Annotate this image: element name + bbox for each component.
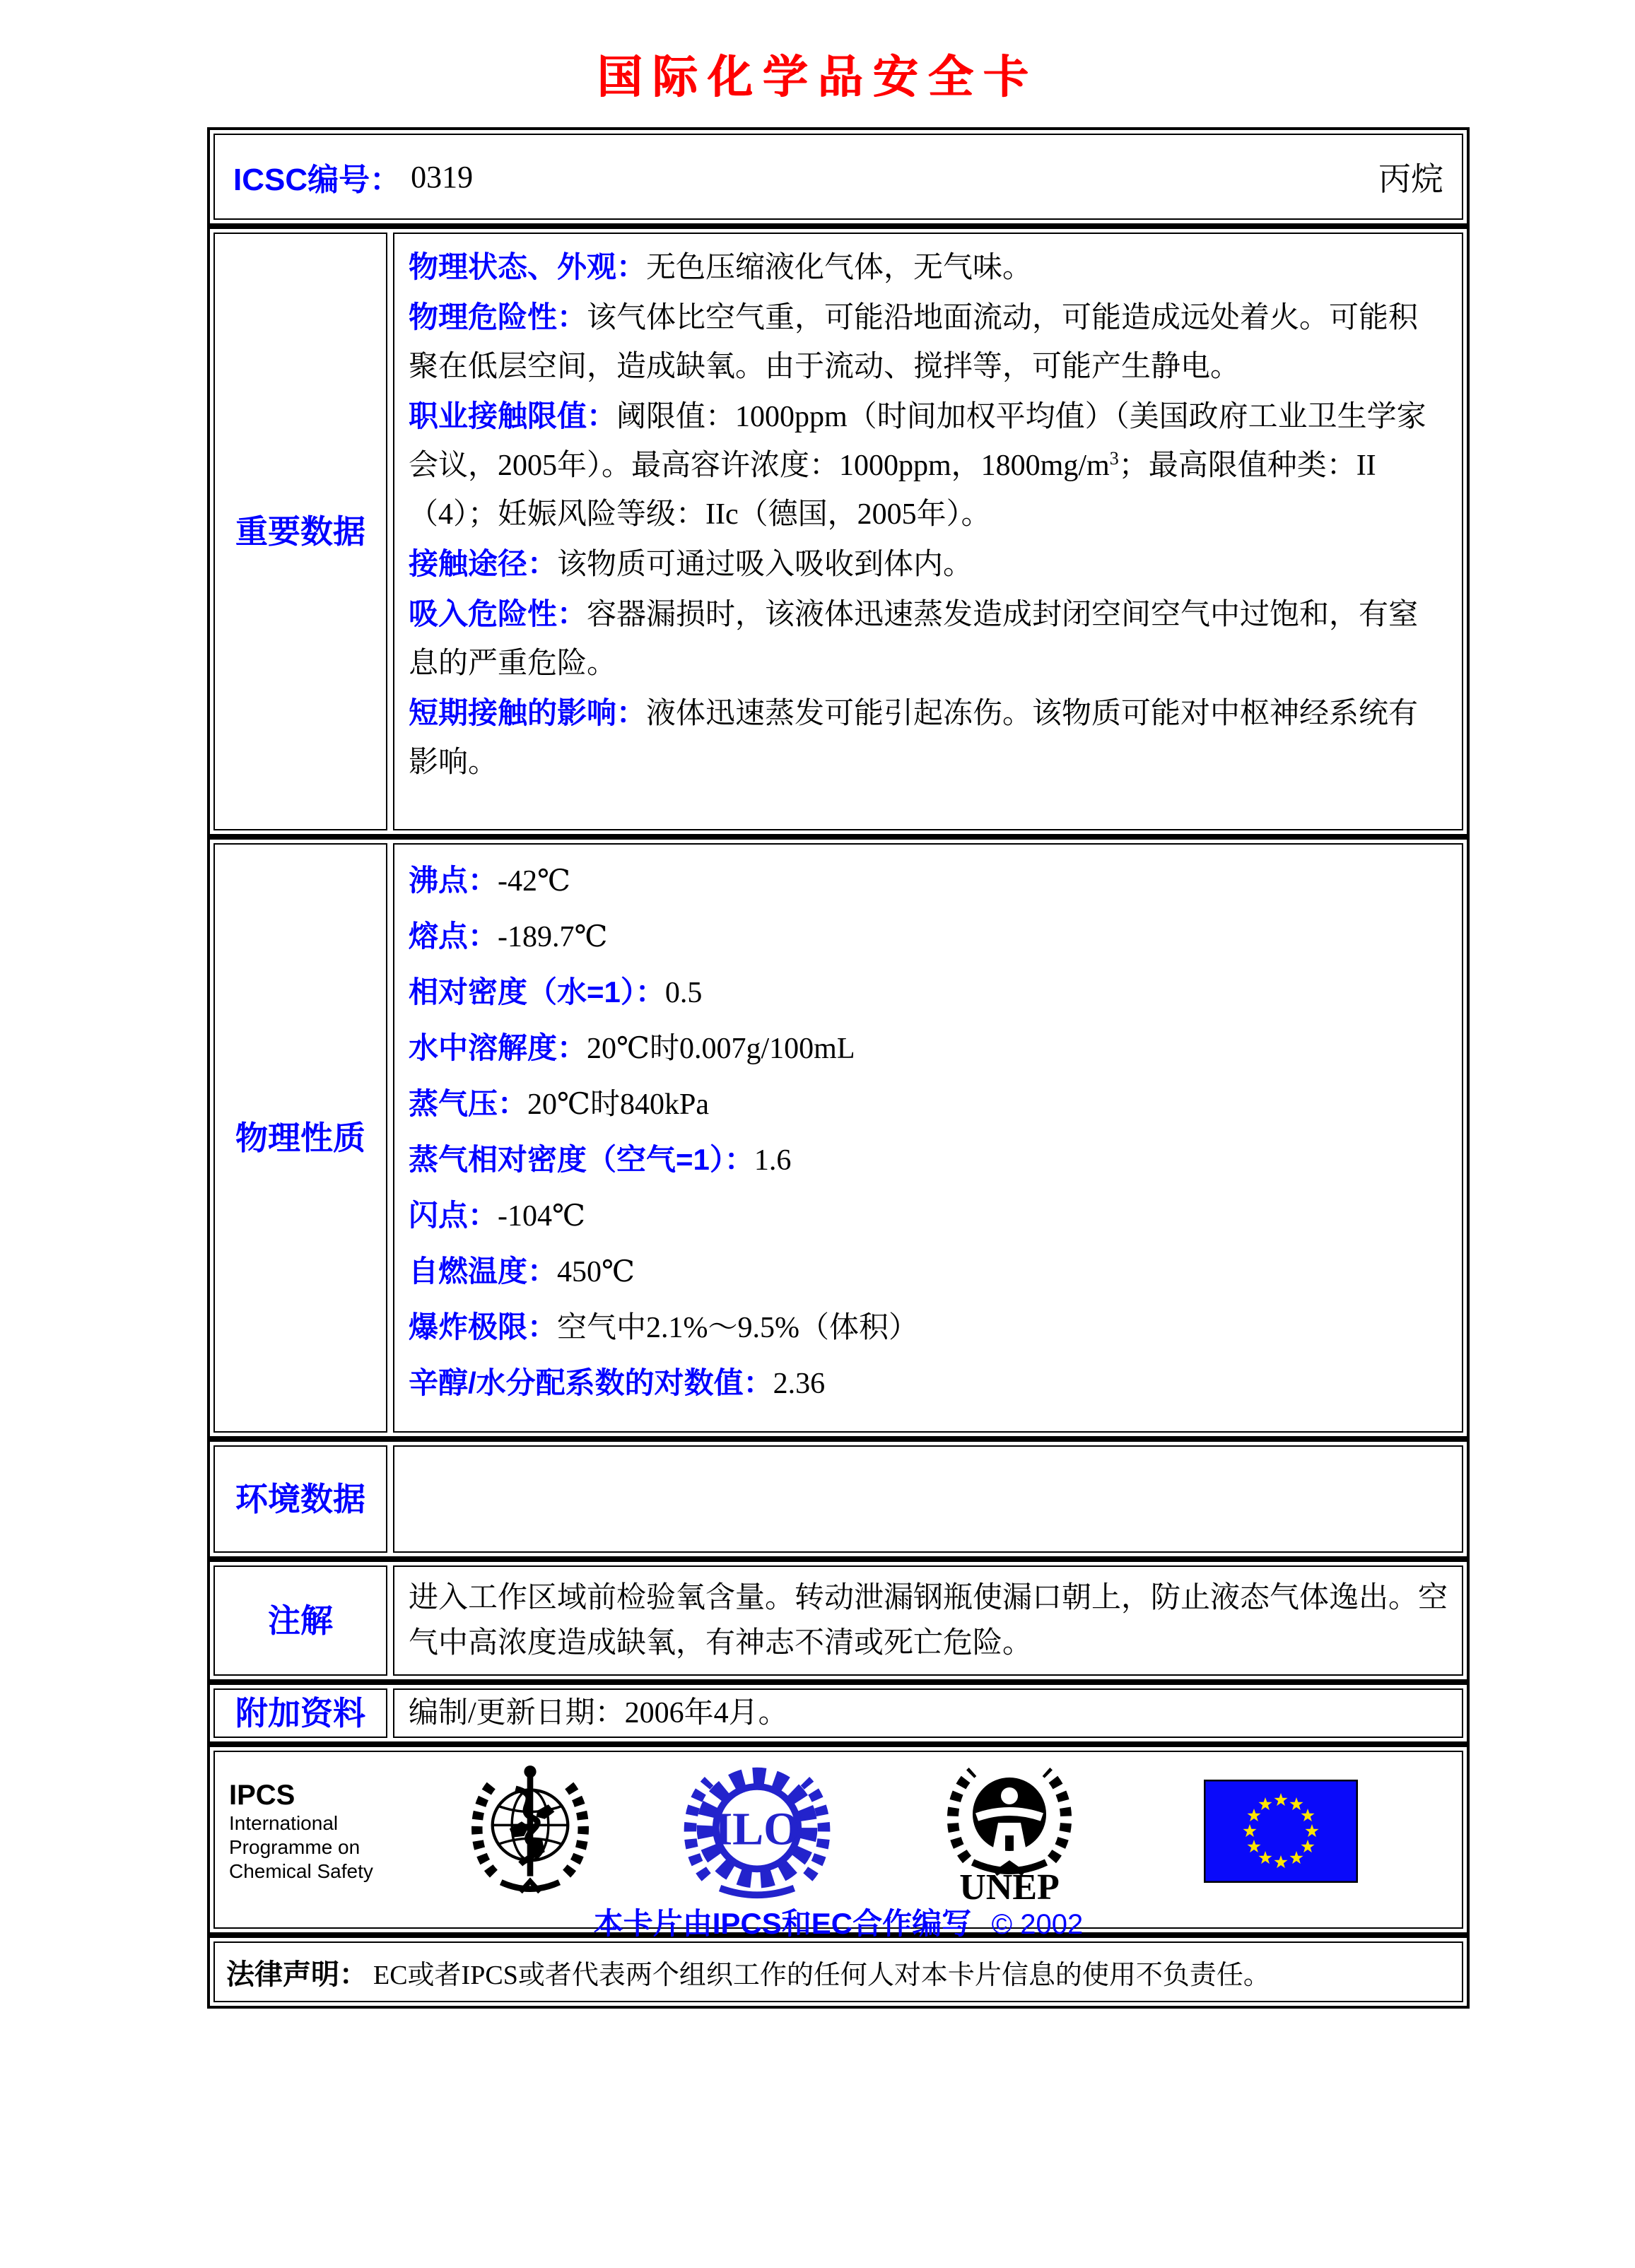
section-label: 重要数据 bbox=[235, 513, 365, 550]
section-content-cell bbox=[393, 1688, 1463, 1738]
field-label: 辛醇/水分配系数的对数值： bbox=[409, 1366, 773, 1399]
paragraph bbox=[409, 1575, 1448, 1666]
paragraph bbox=[409, 242, 1448, 293]
field-value: -189.7℃ bbox=[498, 921, 608, 953]
field-label: 接触途径： bbox=[409, 547, 558, 580]
field-value: 该物质可通过吸入吸收到体内。 bbox=[557, 548, 973, 581]
section-label: 物理性质 bbox=[235, 1120, 365, 1156]
ipcs-line: Programme on bbox=[229, 1836, 361, 1858]
field-label: 职业接触限值： bbox=[409, 399, 617, 433]
paragraph bbox=[409, 293, 1448, 392]
paragraph bbox=[409, 1244, 1448, 1300]
icsc-card bbox=[207, 127, 1470, 2009]
field-label: 沸点： bbox=[409, 864, 498, 897]
section-important-data bbox=[207, 226, 1470, 837]
ipcs-line: International bbox=[229, 1812, 339, 1834]
ipcs-title: IPCS bbox=[229, 1780, 295, 1811]
field-value: 空气中2.1%～9.5%（体积） bbox=[557, 1312, 918, 1344]
legal-label: 法律声明： bbox=[226, 1958, 368, 1990]
field-value: -42℃ bbox=[498, 865, 570, 898]
field-label: 水中溶解度： bbox=[409, 1031, 587, 1064]
logo-strip bbox=[225, 1758, 1452, 1905]
section-label: 附加资料 bbox=[235, 1695, 365, 1732]
paragraph bbox=[409, 1300, 1448, 1356]
paragraph bbox=[409, 539, 1448, 589]
header-row bbox=[207, 127, 1470, 226]
paragraph bbox=[409, 1356, 1448, 1411]
ipcs-line: Chemical Safety bbox=[229, 1860, 373, 1882]
section-label: 环境数据 bbox=[235, 1481, 365, 1517]
field-label: 吸入危险性： bbox=[409, 597, 587, 630]
field-value: 容器漏损时，该液体迅速蒸发造成封闭空间空气中过饱和，有窒息的严重危险。 bbox=[409, 599, 1419, 680]
section-label-cell bbox=[213, 233, 387, 830]
section-label: 注解 bbox=[268, 1602, 333, 1639]
field-value: 2.36 bbox=[773, 1368, 826, 1400]
paragraph bbox=[409, 1188, 1448, 1244]
page-title: 国际化学品安全卡 bbox=[597, 52, 1038, 102]
section-environmental-data bbox=[207, 1439, 1470, 1559]
ipcs-text-block bbox=[229, 1779, 406, 1884]
field-value: 450℃ bbox=[557, 1256, 635, 1288]
paragraph bbox=[409, 688, 1448, 787]
paragraph bbox=[409, 965, 1448, 1021]
superscript: 3 bbox=[1109, 448, 1119, 469]
field-label: 蒸气压： bbox=[409, 1087, 528, 1120]
section-content-cell bbox=[393, 1565, 1463, 1676]
field-label: 蒸气相对密度（空气=1）： bbox=[409, 1143, 754, 1176]
field-value: 编制/更新日期：2006年4月。 bbox=[409, 1697, 788, 1729]
field-label: 物理状态、外观： bbox=[409, 250, 647, 283]
section-label-cell bbox=[213, 1445, 387, 1553]
who-logo-icon bbox=[469, 1762, 591, 1900]
field-label: 物理危险性： bbox=[409, 300, 587, 334]
footer-caption-text: 本卡片由IPCS和EC合作编写 bbox=[593, 1907, 972, 1940]
field-label: 熔点： bbox=[409, 919, 498, 953]
footer-caption bbox=[225, 1906, 1452, 1942]
chemical-name: 丙烷 bbox=[1378, 161, 1443, 197]
section-content bbox=[409, 853, 1448, 1411]
section-content bbox=[409, 242, 1448, 787]
unep-logo-icon bbox=[939, 1758, 1080, 1905]
field-value: 该气体比空气重，可能沿地面流动，可能造成远处着火。可能积聚在低层空间，造成缺氧。由于流动、搅拌等，可能产生静电。 bbox=[409, 302, 1419, 383]
section-physical-properties bbox=[207, 837, 1470, 1439]
paragraph bbox=[409, 909, 1448, 965]
section-label-cell bbox=[213, 843, 387, 1433]
field-label: 闪点： bbox=[409, 1199, 498, 1232]
field-label: 短期接触的影响： bbox=[409, 696, 647, 729]
field-value: 液体迅速蒸发可能引起冻伤。该物质可能对中枢神经系统有影响。 bbox=[409, 698, 1419, 779]
section-label-cell bbox=[213, 1565, 387, 1676]
field-value: 无色压缩液化气体，无气味。 bbox=[646, 252, 1033, 284]
section-notes bbox=[207, 1559, 1470, 1682]
section-content bbox=[409, 1694, 1448, 1732]
field-value: 阈限值：1000ppm（时间加权平均值）（美国政府工业卫生学家会议，2005年）。最高容许浓度：1000ppm，1800mg/m bbox=[409, 401, 1426, 482]
field-value: 1.6 bbox=[754, 1144, 792, 1177]
field-value: 进入工作区域前检验氧含量。转动泄漏钢瓶使漏口朝上，防止液态气体逸出。空气中高浓度造成缺氧，有神志不清或死亡危险。 bbox=[409, 1582, 1448, 1659]
paragraph bbox=[409, 1076, 1448, 1132]
field-label: 爆炸极限： bbox=[409, 1310, 558, 1344]
icsc-number-group bbox=[233, 154, 473, 199]
icsc-number-value: 0319 bbox=[411, 159, 474, 194]
section-content-cell bbox=[393, 1445, 1463, 1553]
section-content-cell bbox=[393, 843, 1463, 1433]
legal-cell bbox=[213, 1941, 1463, 2002]
paragraph bbox=[409, 392, 1448, 539]
section-additional-info bbox=[207, 1682, 1470, 1744]
field-label: 自燃温度： bbox=[409, 1255, 558, 1288]
field-value: 20℃时0.007g/100mL bbox=[587, 1033, 855, 1065]
section-content bbox=[409, 1575, 1448, 1666]
ilo-logo-text: ILO bbox=[714, 1803, 800, 1855]
section-content-cell bbox=[393, 233, 1463, 830]
field-value: ；最高限值种类：II（4）；妊娠风险等级：IIc（德国，2005年）。 bbox=[409, 450, 1376, 531]
unep-logo-text: UNEP bbox=[959, 1867, 1060, 1905]
logos-cell bbox=[213, 1751, 1463, 1940]
ilo-logo-icon bbox=[681, 1762, 833, 1900]
eu-flag-icon bbox=[1204, 1780, 1358, 1883]
footer-copyright: © 2002 bbox=[991, 1909, 1084, 1940]
field-label: 相对密度（水=1）： bbox=[409, 975, 665, 1009]
paragraph bbox=[409, 1694, 1448, 1732]
paragraph bbox=[409, 853, 1448, 909]
field-value: 0.5 bbox=[664, 977, 703, 1009]
legal-text: EC或者IPCS或者代表两个组织工作的任何人对本卡片信息的使用不负责任。 bbox=[373, 1960, 1270, 1990]
header-cell bbox=[213, 134, 1463, 220]
icsc-number-label: ICSC编号： bbox=[233, 163, 402, 197]
section-label-cell bbox=[213, 1688, 387, 1738]
paragraph bbox=[409, 1132, 1448, 1188]
paragraph bbox=[409, 1021, 1448, 1076]
field-value: -104℃ bbox=[498, 1200, 585, 1233]
logos-row bbox=[207, 1744, 1470, 1940]
paragraph bbox=[409, 589, 1448, 688]
field-value: 20℃时840kPa bbox=[527, 1088, 709, 1121]
legal-row bbox=[207, 1935, 1470, 2009]
